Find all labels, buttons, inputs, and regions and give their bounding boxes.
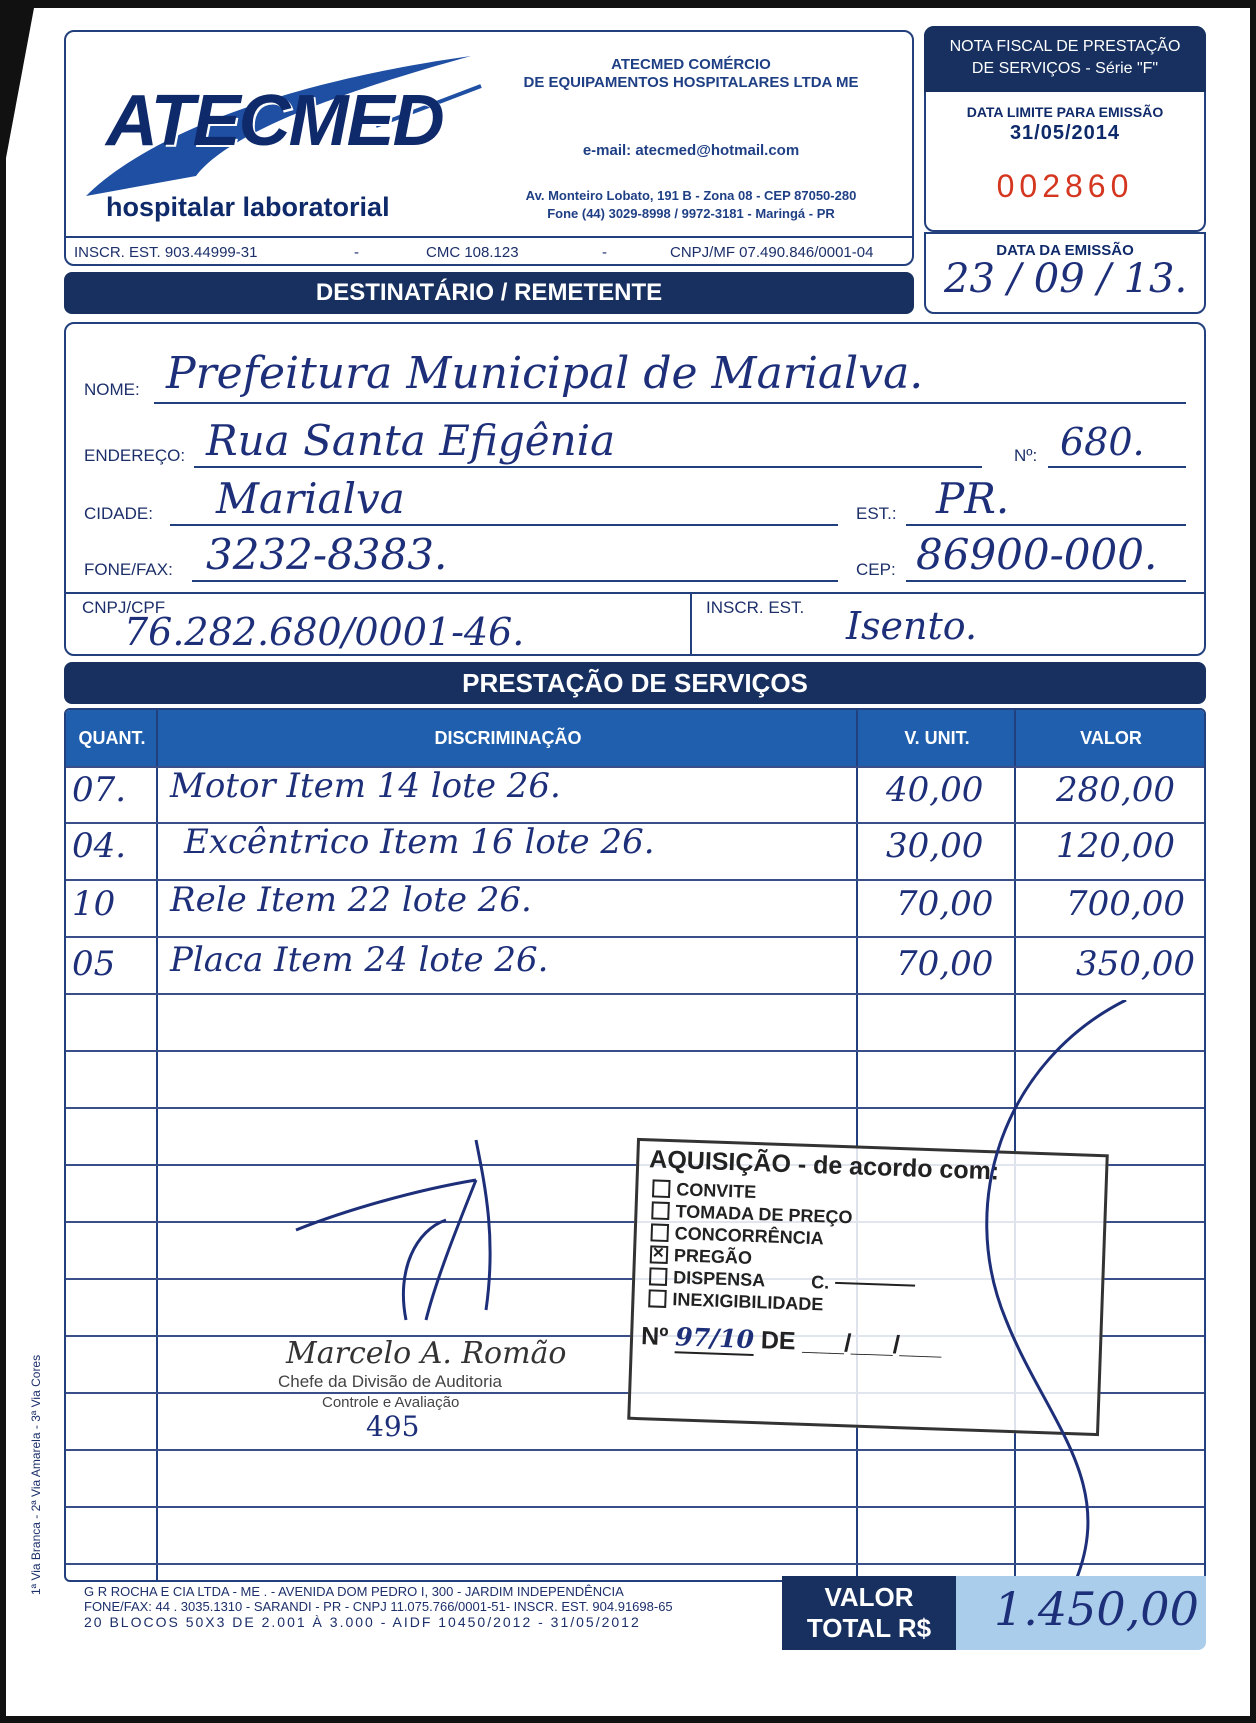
checkbox-icon <box>652 1179 671 1198</box>
option-label: PREGÃO <box>673 1244 753 1268</box>
cnpj-value: 76.282.680/0001-46. <box>124 610 525 654</box>
row-quant: 04. <box>72 826 127 866</box>
company-name-1: ATECMED COMÉRCIO <box>611 56 771 73</box>
option-label: CONVITE <box>675 1178 757 1202</box>
col-discriminacao: DISCRIMINAÇÃO <box>434 728 582 748</box>
company-phone: Fone (44) 3029-8998 / 9972-3181 - Maringá - PR <box>547 206 835 221</box>
stamp-de-label: DE <box>760 1326 797 1356</box>
servicos-table <box>64 708 1206 1582</box>
row-valor: 120,00 <box>1056 826 1175 866</box>
cnpj-label: CNPJ/CPF <box>82 598 166 617</box>
total-value-box <box>956 1576 1206 1650</box>
company-header-box <box>64 30 914 266</box>
inscr-label: INSCR. EST. <box>706 598 805 617</box>
total-value: 1.450,00 <box>994 1582 1199 1636</box>
cnpj-divider <box>66 592 1204 594</box>
estado-label: EST.: <box>856 504 897 523</box>
row-valor: 280,00 <box>1056 770 1175 810</box>
limit-date: 31/05/2014 <box>1009 122 1121 144</box>
row-valor: 350,00 <box>1076 944 1195 984</box>
nota-fiscal-box <box>924 26 1206 232</box>
nota-number: 002860 <box>996 168 1134 204</box>
emissao-date: 23 / 09 / 13. <box>944 256 1188 302</box>
row-quant: 10 <box>72 884 116 924</box>
row-unit: 30,00 <box>886 826 984 866</box>
checkbox-icon <box>648 1289 667 1308</box>
invoice-page <box>6 8 1250 1716</box>
row-unit: 70,00 <box>896 884 994 924</box>
printer-line-2: FONE/FAX: 44 . 3035.1310 - SARANDI - PR - CNPJ 11.075.766/0001-51- INSCR. EST. 904.91698-65 <box>84 1599 673 1614</box>
estado-line <box>906 524 1186 526</box>
checked-checkbox-icon <box>650 1245 669 1264</box>
cidade-label: CIDADE: <box>84 504 153 523</box>
limit-label: DATA LIMITE PARA EMISSÃO <box>966 104 1164 120</box>
endereco-value: Rua Santa Efigênia <box>206 416 616 465</box>
option-label: INEXIGIBILIDADE <box>672 1288 824 1314</box>
total-check-stroke <box>946 1000 1176 1580</box>
cidade-line <box>170 524 838 526</box>
inscr-value: Isento. <box>846 604 978 648</box>
stamp-options <box>648 1177 918 1318</box>
nome-line <box>154 402 1186 404</box>
option-label: TOMADA DE PREÇO <box>675 1200 853 1227</box>
col-vunit: V. UNIT. <box>904 728 970 748</box>
cmc-number: CMC 108.123 <box>426 244 519 261</box>
cidade-value: Marialva <box>216 474 405 523</box>
numero-line <box>1048 466 1186 468</box>
printer-line-1: G R ROCHA E CIA LTDA - ME . - AVENIDA DOM PEDRO I, 300 - JARDIM INDEPENDÊNCIA <box>84 1584 624 1599</box>
numero-value: 680. <box>1060 420 1145 464</box>
separator-1: - <box>354 244 359 261</box>
servicos-header: PRESTAÇÃO DE SERVIÇOS <box>64 662 1206 704</box>
torn-corner <box>6 8 34 158</box>
stamp-number-row <box>641 1321 942 1361</box>
nome-label: NOME: <box>84 380 140 399</box>
logo-subtitle: hospitalar laboratorial <box>106 192 390 222</box>
fone-value: 3232-8383. <box>206 530 448 579</box>
row-desc: Rele Item 22 lote 26. <box>170 880 532 920</box>
checkbox-icon <box>651 1201 670 1220</box>
cep-line <box>906 580 1186 582</box>
stamp-de-blank: ___/___/___ <box>802 1327 942 1361</box>
row-unit: 70,00 <box>896 944 994 984</box>
row-quant: 05 <box>72 944 116 984</box>
col-valor: VALOR <box>1080 728 1142 748</box>
row-desc: Excêntrico Item 16 lote 26. <box>184 822 655 862</box>
endereco-label: ENDEREÇO: <box>84 446 186 465</box>
nota-title-2: DE SERVIÇOS - Série "F" <box>971 60 1159 77</box>
destinatario-header: DESTINATÁRIO / REMETENTE <box>64 272 914 314</box>
emissao-label: DATA DA EMISSÃO <box>996 242 1134 259</box>
company-email: e-mail: atecmed@hotmail.com <box>582 142 800 159</box>
stamp-title: AQUISIÇÃO - de acordo com: <box>648 1145 1000 1186</box>
side-copy-text: 1ª Via Branca - 2ª Via Amarela - 3ª Via Cores <box>29 1354 43 1595</box>
company-address: Av. Monteiro Lobato, 191 B - Zona 08 - CEP 87050-280 <box>525 188 857 203</box>
signature-name: Marcelo A. Romão <box>286 1336 567 1371</box>
total-label-1: VALOR <box>824 1582 914 1612</box>
nota-title-bg <box>924 26 1206 92</box>
inscr-estadual: INSCR. EST. 903.44999-31 <box>74 244 258 261</box>
stamp-num-label: Nº <box>640 1322 669 1352</box>
row-quant: 07. <box>72 770 127 810</box>
checkbox-icon <box>649 1267 668 1286</box>
signature-scribble <box>286 1110 586 1330</box>
logo-text: ATECMED <box>106 81 443 161</box>
destinatario-box <box>64 322 1206 656</box>
option-label: DISPENSA <box>672 1266 766 1290</box>
table-rule <box>66 993 1204 995</box>
checkbox-icon <box>650 1223 669 1242</box>
row-desc: Placa Item 24 lote 26. <box>170 940 549 980</box>
numero-label: Nº: <box>1014 446 1038 465</box>
signature-role-2: Controle e Avaliação <box>322 1394 460 1411</box>
company-name-2: DE EQUIPAMENTOS HOSPITALARES LTDA ME <box>523 74 859 91</box>
stamp-c-label: C. <box>810 1271 830 1293</box>
col-quant: QUANT. <box>78 728 146 748</box>
cep-value: 86900-000. <box>916 530 1158 579</box>
option-label: CONCORRÊNCIA <box>674 1222 825 1248</box>
signature-code: 495 <box>366 1410 420 1443</box>
row-desc: Motor Item 14 lote 26. <box>170 766 561 806</box>
fone-line <box>192 580 838 582</box>
fone-label: FONE/FAX: <box>84 560 173 579</box>
separator-2: - <box>602 244 607 261</box>
nota-title-1: NOTA FISCAL DE PRESTAÇÃO <box>949 38 1181 55</box>
total-label-2: TOTAL R$ <box>806 1613 932 1643</box>
total-label-box <box>782 1576 956 1650</box>
emissao-box <box>924 232 1206 314</box>
row-unit: 40,00 <box>886 770 984 810</box>
footer-printer-info <box>84 1584 784 1630</box>
cnpj-number: CNPJ/MF 07.490.846/0001-04 <box>670 244 874 261</box>
signature-role-1: Chefe da Divisão de Auditoria <box>278 1372 502 1391</box>
estado-value: PR. <box>936 474 1010 523</box>
endereco-line <box>194 466 982 468</box>
stamp-c-line <box>835 1282 915 1287</box>
table-rule <box>66 936 1204 938</box>
stamp-num-value: 97/10 <box>674 1322 755 1355</box>
divider <box>66 236 912 238</box>
row-valor: 700,00 <box>1066 884 1185 924</box>
printer-line-3: 20 BLOCOS 50X3 DE 2.001 À 3.000 - AIDF 10450/2012 - 31/05/2012 <box>84 1614 641 1630</box>
cep-label: CEP: <box>856 560 896 579</box>
nome-value: Prefeitura Municipal de Marialva. <box>166 348 924 399</box>
cnpj-vdivider <box>690 592 692 654</box>
